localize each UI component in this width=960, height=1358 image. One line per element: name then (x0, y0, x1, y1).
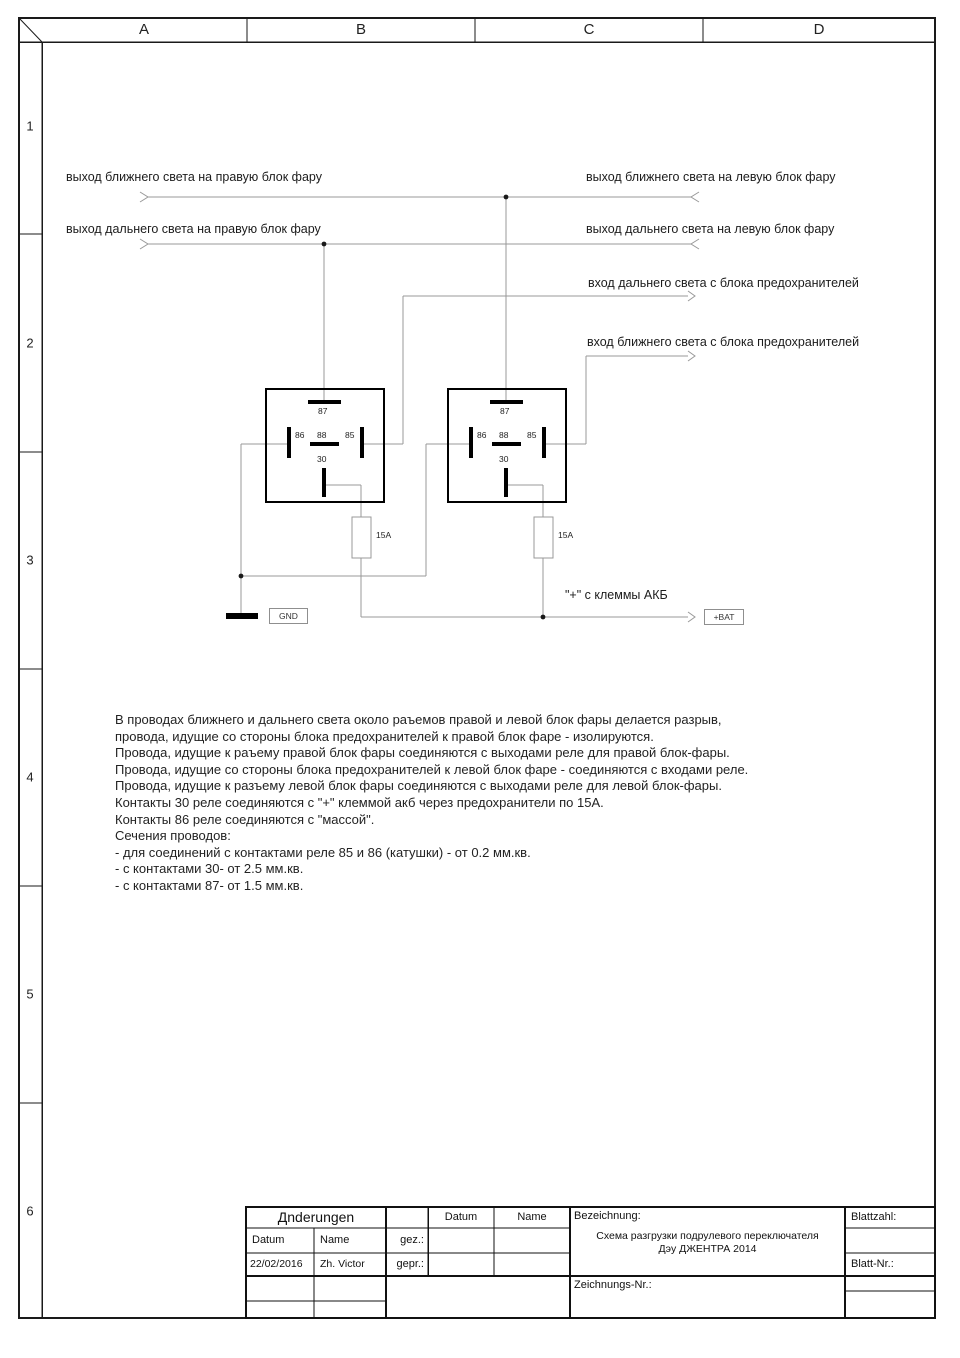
relay1-pin88-label: 88 (317, 430, 327, 440)
titleblock-name-value: Zh. Victor (320, 1258, 365, 1270)
note-line: Провода, идущие к разъему левой блок фары соединяются с выходами реле для левой блок-фары. (115, 778, 722, 794)
relay2-pin86-bar (469, 427, 473, 458)
frame-column-a: A (138, 21, 150, 38)
label-out-low-right: выход ближнего света на правую блок фару (66, 170, 322, 184)
notes-block (115, 712, 855, 895)
titleblock-zeichnungsnr-label: Zeichnungs-Nr.: (574, 1279, 652, 1291)
frame-row-3: 3 (26, 552, 34, 568)
titleblock-bezeichnung-label: Bezeichnung: (574, 1210, 641, 1222)
relay1-pin86-label: 86 (295, 430, 305, 440)
note-line: Провода, идущие со стороны блока предохранителей к левой блок фаре - соединяются с входами реле. (115, 761, 749, 777)
relay2-pin87-bar (490, 400, 523, 404)
relay1-pin85-label: 85 (345, 430, 355, 440)
schematic-wires (148, 197, 691, 617)
frame-row-5: 5 (26, 986, 34, 1002)
relay2-pin85-label: 85 (527, 430, 537, 440)
frame-row-4: 4 (26, 769, 34, 785)
frame-column-d: D (813, 21, 825, 38)
label-out-low-left: выход ближнего света на левую блок фару (586, 170, 836, 184)
titleblock-header-datum: Datum (444, 1211, 478, 1223)
ground-bar (226, 613, 258, 619)
bat-tag: +BAT (704, 609, 744, 625)
drawing-title-line1: Схема разгрузки подрулевого переключателя (596, 1230, 819, 1242)
relay2-pin88-bar (492, 442, 521, 446)
drawing-frame (19, 18, 935, 1318)
titleblock-gez-label: gez.: (400, 1234, 424, 1246)
titleblock-blattzahl-label: Blattzahl: (851, 1211, 897, 1223)
note-line: Провода, идущие к раъему правой блок фары соединяются с выходами реле для правой блок-фары. (115, 745, 730, 761)
fuse-2 (534, 517, 553, 558)
relay2-pin30-bar (504, 468, 508, 497)
relay1-pin86-bar (287, 427, 291, 458)
frame-column-c: C (583, 21, 595, 38)
relay2-pin85-bar (542, 427, 546, 458)
fuse-1 (352, 517, 371, 558)
relay2-pin87-label: 87 (500, 406, 510, 416)
note-line: Контакты 86 реле соединяются с "массой". (115, 811, 375, 827)
label-out-high-right: выход дальнего света на правую блок фару (66, 222, 321, 236)
gnd-tag: GND (269, 608, 308, 624)
note-line: - с контактами 87- от 1.5 мм.кв. (115, 877, 304, 893)
note-line: Сечения проводов: (115, 828, 231, 844)
note-line: провода, идущие со стороны блока предохранителей к правой блок фаре - изолируются. (115, 728, 654, 744)
note-line: - для соединений с контактами реле 85 и 86 (катушки) - от 0.2 мм.кв. (115, 844, 531, 860)
titleblock-changes-header: Дnderungen (277, 1209, 355, 1225)
label-in-high: вход дальнего света с блока предохранителей (588, 276, 859, 290)
titleblock-datum-label: Datum (252, 1234, 285, 1246)
frame-row-6: 6 (26, 1203, 34, 1219)
relay2-pin88-label: 88 (499, 430, 509, 440)
titleblock-blattnr-label: Blatt-Nr.: (851, 1258, 894, 1270)
titleblock-header-name: Name (517, 1211, 547, 1223)
label-out-high-left: выход дальнего света на левую блок фару (586, 222, 835, 236)
frame-column-b: B (355, 21, 367, 38)
frame-row-2: 2 (26, 335, 34, 351)
frame-row-1: 1 (26, 118, 34, 134)
relay2-pin30-label: 30 (499, 454, 509, 464)
titleblock-date-value: 22/02/2016 (250, 1258, 303, 1270)
relay1-pin87-bar (308, 400, 341, 404)
relay1-pin30-bar (322, 468, 326, 497)
titleblock-name-label: Name (320, 1234, 350, 1246)
label-in-low: вход ближнего света с блока предохранителей (587, 335, 860, 349)
relay2-pin86-label: 86 (477, 430, 487, 440)
fuse1-rating-label: 15A (376, 530, 392, 540)
note-line: В проводах ближнего и дальнего света около раъемов правой и левой блок фары делается разрыв, (115, 712, 722, 727)
label-battery-note: "+" с клеммы АКБ (565, 588, 668, 602)
wire-arrowheads (140, 192, 699, 622)
fuse2-rating-label: 15A (558, 530, 574, 540)
drawing-title-line2: Дэу ДЖЕНТРА 2014 (658, 1243, 757, 1255)
titleblock-gepr-label: gepr.: (396, 1258, 424, 1270)
note-line: Контакты 30 реле соединяются с "+" клеммой акб через предохранители по 15А. (115, 794, 604, 810)
relay1-pin30-label: 30 (317, 454, 327, 464)
relay1-pin87-label: 87 (318, 406, 328, 416)
relay1-pin88-bar (310, 442, 339, 446)
relay1-pin85-bar (360, 427, 364, 458)
note-line: - с контактами 30- от 2.5 мм.кв. (115, 861, 304, 877)
